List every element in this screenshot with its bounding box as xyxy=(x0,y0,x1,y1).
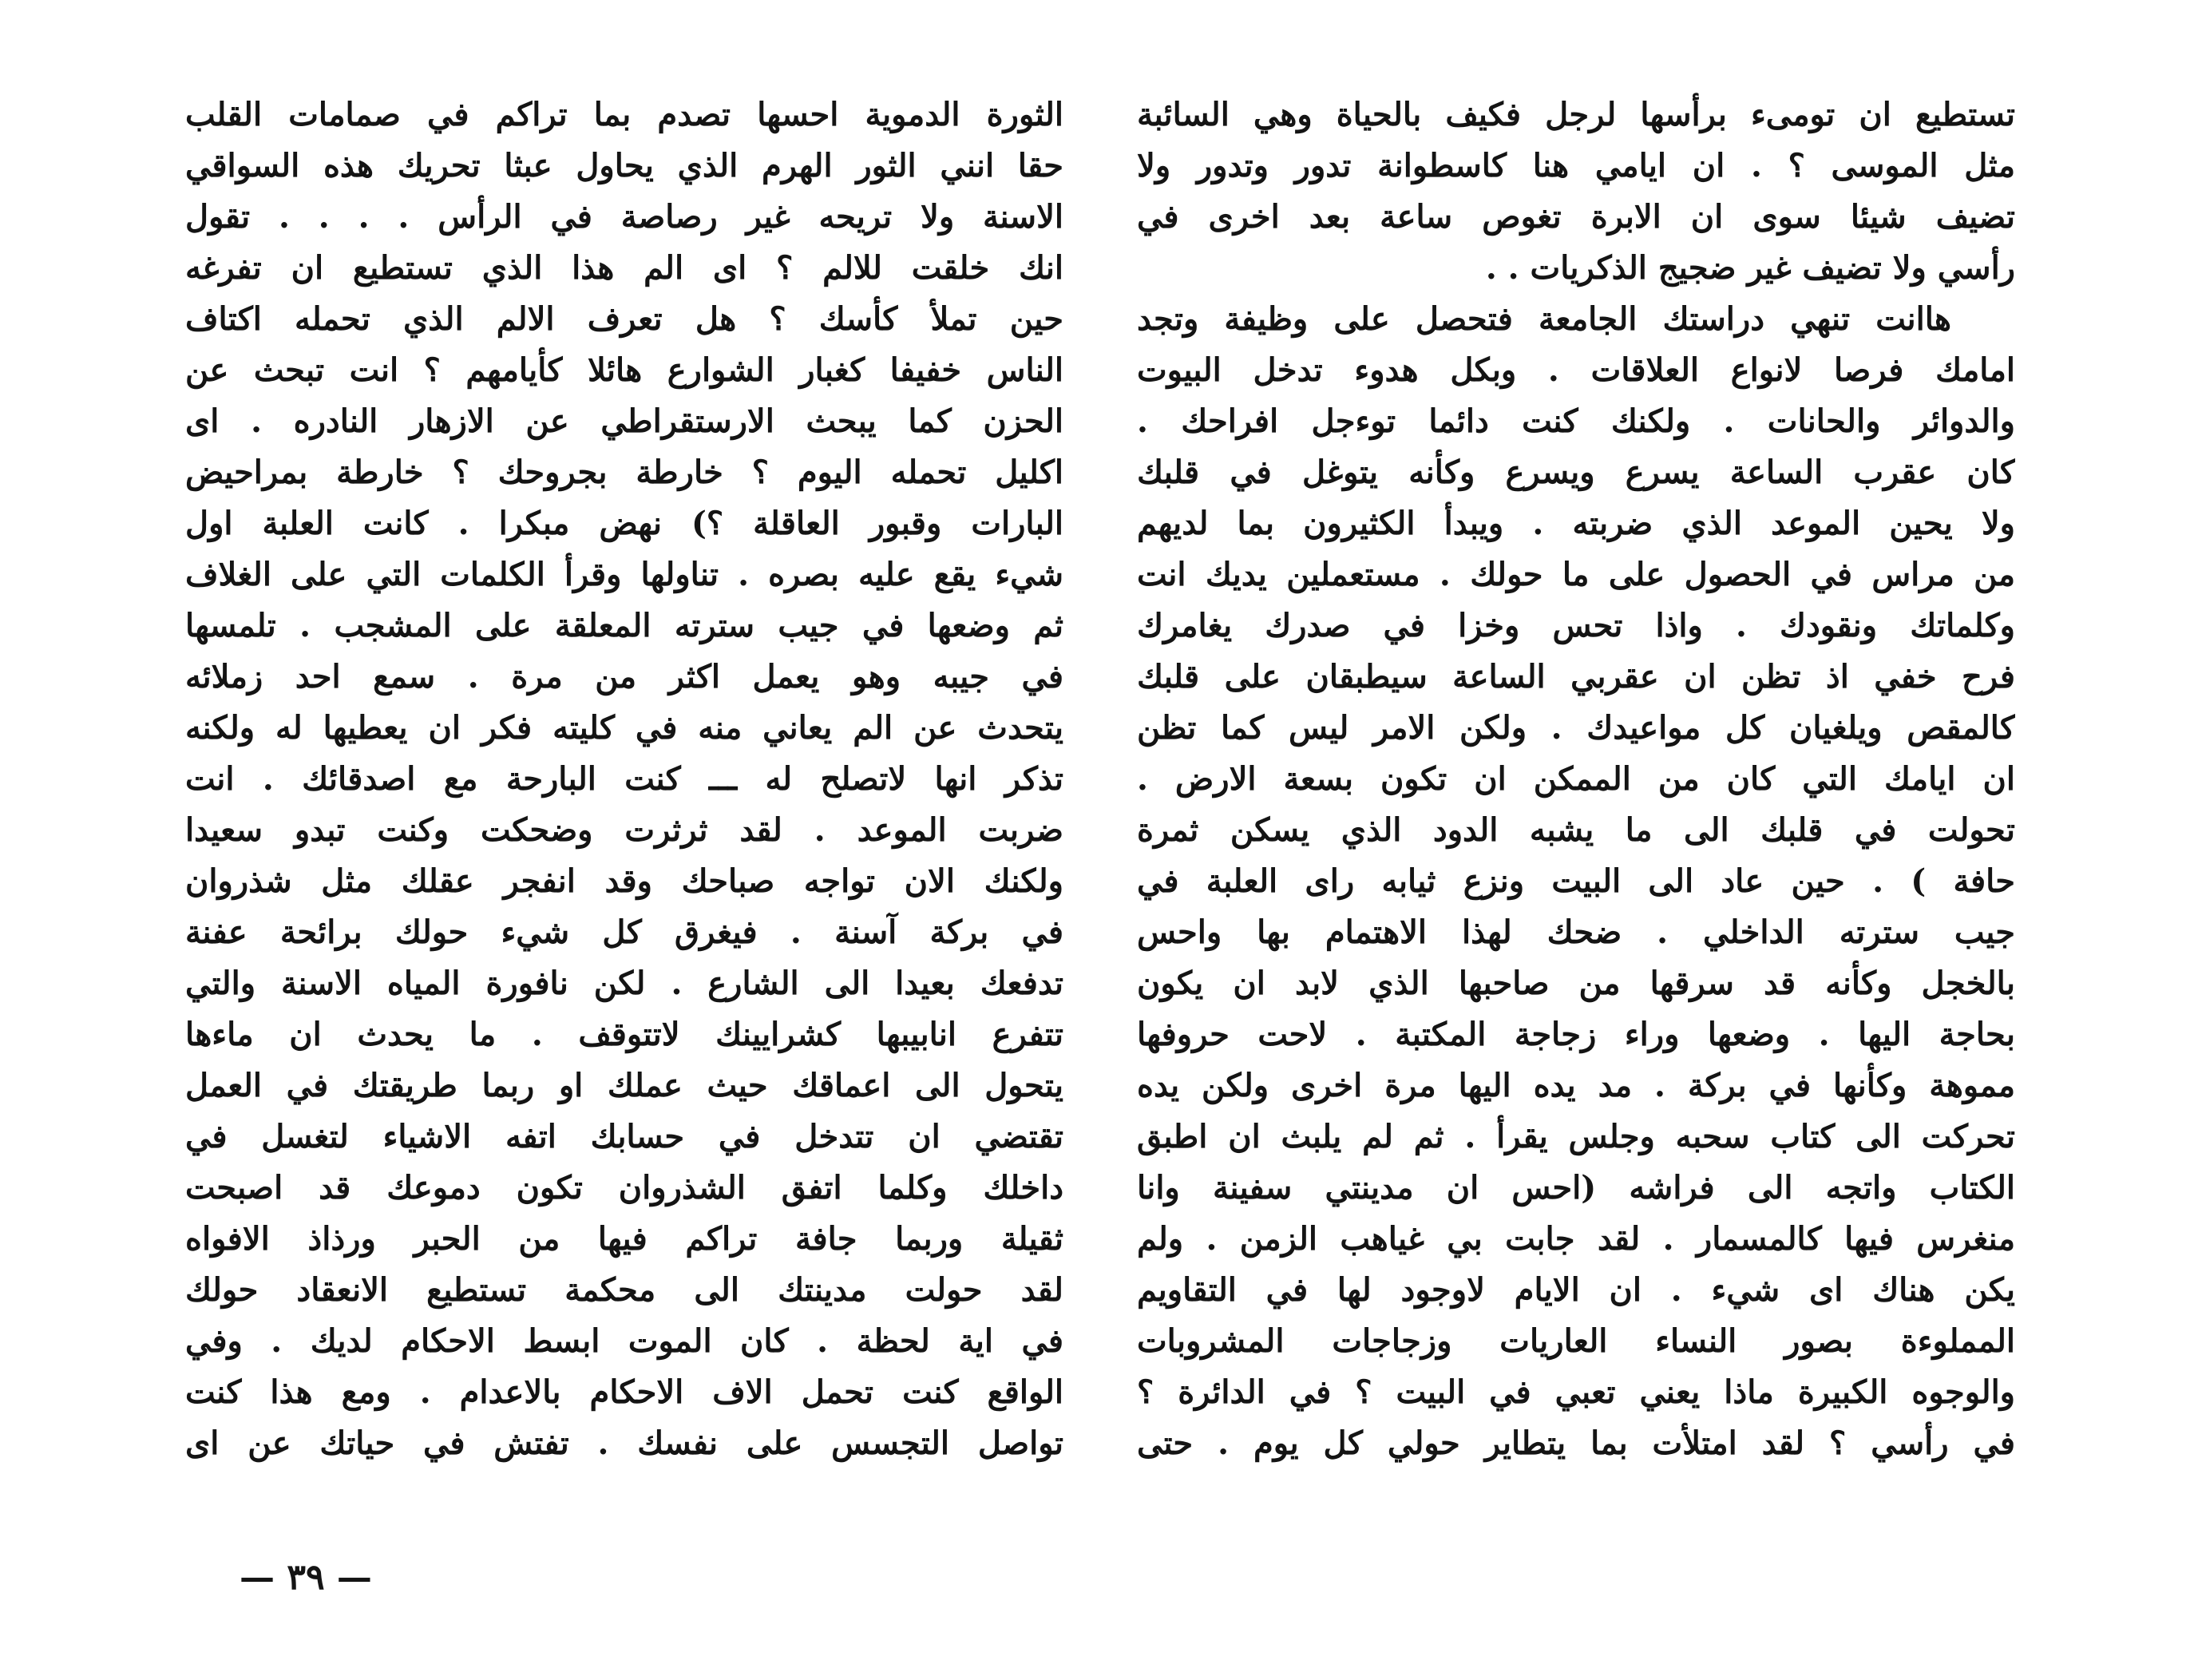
text-line: ثقيلة وربما جافة تراكم فيها من الحبر ورذاذ الافواه xyxy=(185,1220,1063,1258)
text-line: حين تملأ كأسك ؟ هل تعرف الالم الذي تحمله اكتاف xyxy=(185,300,1063,338)
text-line: الكتاب واتجه الى فراشه (احس ان مدينتي سفينة وانا xyxy=(1137,1169,2015,1207)
text-line: داخلك وكلما اتفق الشذروان تكون دموعك قد اصبحت xyxy=(185,1169,1063,1207)
text-line: ضربت الموعد . لقد ثرثرت وضحكت وكنت تبدو سعيدا xyxy=(185,811,1063,849)
text-line: والوجوه الكبيرة ماذا يعني تعبي في البيت ؟ في الدائرة ؟ xyxy=(1137,1373,2015,1411)
text-line: بحاجة اليها . وضعها وراء زجاجة المكتبة . لاحت حروفها xyxy=(1137,1016,2015,1053)
text-line: تقتضي ان تتدخل في حسابك اتفه الاشياء لتغسل في xyxy=(185,1118,1063,1155)
text-line: حقا انني الثور الهرم الذي يحاول عبثا تحريك هذه السواقي xyxy=(185,147,1063,184)
text-line: الاسنة ولا تريحه غير رصاصة في الرأس . . . . تقول xyxy=(185,198,1063,236)
text-line: منغرس فيها كالمسمار . لقد جابت بي غياهب الزمن . ولم xyxy=(1137,1220,2015,1258)
text-column-left xyxy=(185,89,1063,1469)
text-line: يتحول الى اعماقك حيث عملك او ربما طريقتك في العمل xyxy=(185,1067,1063,1104)
text-line: تحولت في قلبك الى ما يشبه الدود الذي يسكن ثمرة xyxy=(1137,811,2015,849)
text-line: هاانت تنهي دراستك الجامعة فتحصل على وظيفة وتجد xyxy=(1137,300,1951,338)
text-line: تحركت الى كتاب سحبه وجلس يقرأ . ثم لم يلبث ان اطبق xyxy=(1137,1118,2015,1155)
text-line: المملوءة بصور النساء العاريات وزجاجات المشروبات xyxy=(1137,1322,2015,1360)
text-line: شيء يقع عليه بصره . تناولها وقرأ الكلمات التي على الغلاف xyxy=(185,556,1063,593)
text-line: وكلماتك ونقودك . واذا تحس وخزا في صدرك يغامرك xyxy=(1137,607,2015,644)
text-line: ثم وضعها في جيب سترته المعلقة على المشجب . تلمسها xyxy=(185,607,1063,644)
text-line: الناس خفيفا كغبار الشوارع هائلا كأيامهم ؟ انت تبحث عن xyxy=(185,351,1063,389)
text-line: ان ايامك التي كان من الممكن ان تكون بسعة الارض . xyxy=(1137,760,2015,798)
text-line: رأسي ولا تضيف غير ضجيج الذكريات . . xyxy=(1485,249,2015,287)
page-number: — ٣٩ — xyxy=(240,1557,372,1598)
text-line: لقد حولت مدينتك الى محكمة تستطيع الانعقاد حولك xyxy=(185,1271,1063,1309)
text-line: ولكنك الان تواجه صباحك وقد انفجر عقلك مثل شذروان xyxy=(185,862,1063,900)
text-line: جيب سترته الداخلي . ضحك لهذا الاهتمام بها واحس xyxy=(1137,913,2015,951)
text-line: انك خلقت للالم ؟ اى الم هذا الذي تستطيع ان تفرغه xyxy=(185,249,1063,287)
text-line: حافة ) . حين عاد الى البيت ونزع ثيابه راى العلبة في xyxy=(1137,862,2015,900)
text-line: تذكر انها لاتصلح له ـــ كنت البارحة مع اصدقائك . انت xyxy=(185,760,1063,798)
text-line: كان عقرب الساعة يسرع ويسرع وكأنه يتوغل في قلبك xyxy=(1137,454,2015,491)
text-line: امامك فرصا لانواع العلاقات . وبكل هدوء تدخل البيوت xyxy=(1137,351,2015,389)
text-column-right xyxy=(1137,89,2015,1469)
text-line: تواصل التجسس على نفسك . تفتش في حياتك عن اى xyxy=(185,1424,1063,1462)
text-line: في جيبه وهو يعمل اكثر من مرة . سمع احد زملائه xyxy=(185,658,1063,695)
text-line: الحزن كما يبحث الارستقراطي عن الازهار النادره . اى xyxy=(185,402,1063,440)
text-line: تضيف شيئا سوى ان الابرة تغوص ساعة بعد اخرى في xyxy=(1137,198,2015,236)
text-line: مموهة وكأنها في بركة . مد يده اليها مرة اخرى ولكن يده xyxy=(1137,1067,2015,1104)
text-line: تتفرع انابيبها كشرايينك لاتتوقف . ما يحدث ان ماءها xyxy=(185,1016,1063,1053)
text-line: البارات وقبور العاقلة ؟) نهض مبكرا . كانت العلبة اول xyxy=(185,505,1063,542)
text-line: الواقع كنت تحمل الاف الاحكام بالاعدام . ومع هذا كنت xyxy=(185,1373,1063,1411)
text-line: تدفعك بعيدا الى الشارع . لكن نافورة المياه الاسنة والتي xyxy=(185,965,1063,1002)
text-line: تستطيع ان تومىء برأسها لرجل فكيف بالحياة وهي السائبة xyxy=(1137,96,2015,133)
text-line: فرح خفي اذ تظن ان عقربي الساعة سيطبقان على قلبك xyxy=(1137,658,2015,695)
text-line: الثورة الدموية احسها تصدم بما تراكم في صمامات القلب xyxy=(185,96,1063,133)
text-line: في بركة آسنة . فيغرق كل شيء حولك برائحة عفنة xyxy=(185,913,1063,951)
text-line: يتحدث عن الم يعاني منه في كليته فكر ان يعطيها له ولكنه xyxy=(185,709,1063,747)
text-line: في رأسي ؟ لقد امتلأت بما يتطاير حولي كل يوم . حتى xyxy=(1137,1424,2015,1462)
text-line: اكليل تحمله اليوم ؟ خارطة بجروحك ؟ خارطة بمراحيض xyxy=(185,454,1063,491)
text-line: يكن هناك اى شيء . ان الايام لاوجود لها في التقاويم xyxy=(1137,1271,2015,1309)
text-line: كالمقص ويلغيان كل مواعيدك . ولكن الامر ليس كما تظن xyxy=(1137,709,2015,747)
text-line: ولا يحين الموعد الذي ضربته . ويبدأ الكثيرون بما لديهم xyxy=(1137,505,2015,542)
text-line: في اية لحظة . كان الموت ابسط الاحكام لديك . وفي xyxy=(185,1322,1063,1360)
text-line: مثل الموسى ؟ . ان ايامي هنا كاسطوانة تدور وتدور ولا xyxy=(1137,147,2015,184)
text-line: بالخجل وكأنه قد سرقها من صاحبها الذي لابد ان يكون xyxy=(1137,965,2015,1002)
text-line: من مراس في الحصول على ما حولك . مستعملين يديك انت xyxy=(1137,556,2015,593)
text-line: والدوائر والحانات . ولكنك كنت دائما توءجل افراحك . xyxy=(1137,402,2015,440)
